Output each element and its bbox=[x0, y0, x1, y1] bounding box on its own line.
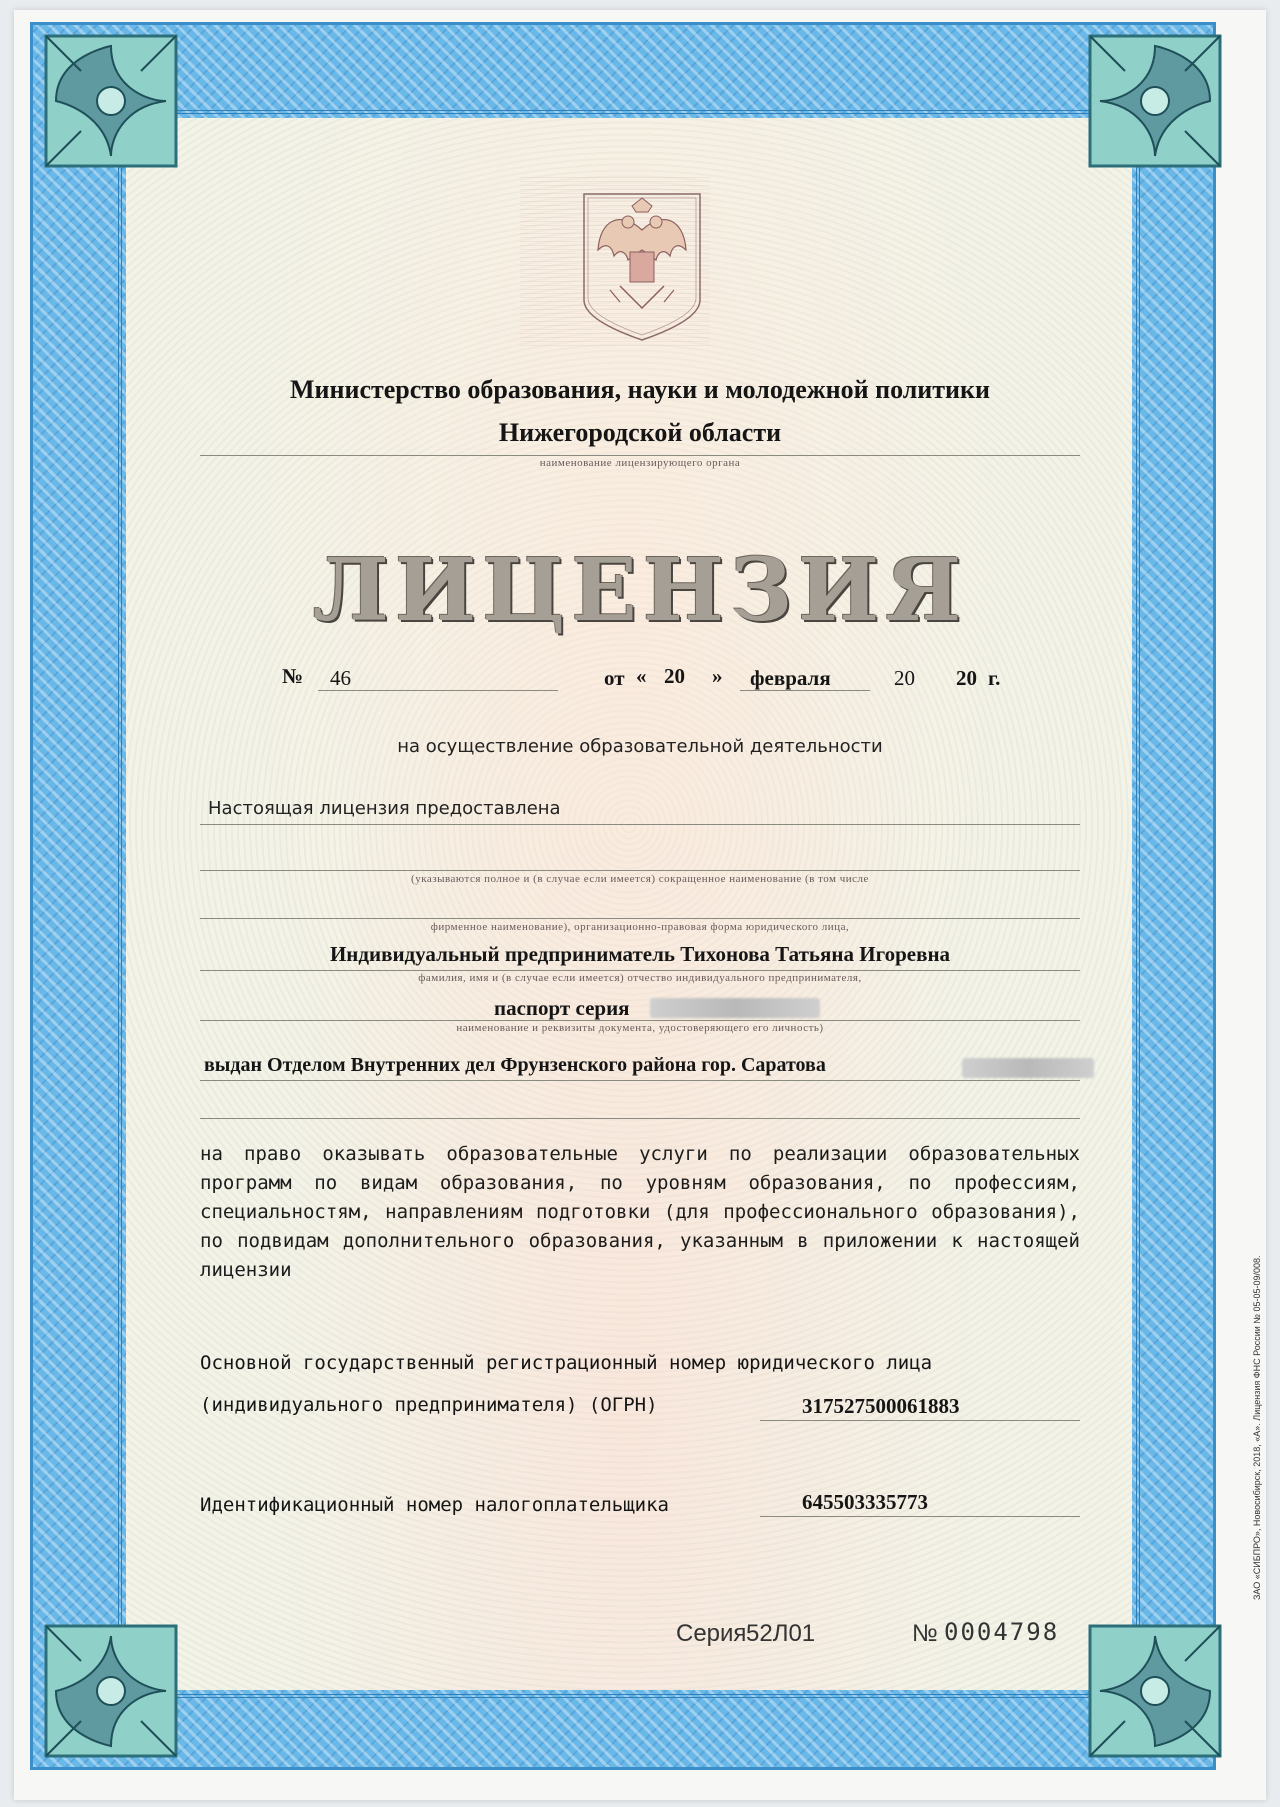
year-suffix: 20 bbox=[956, 666, 977, 690]
printer-imprint: ЗАО «СИБПРО», Новосибирск, 2018, «А». Лицензия ФНС России № 05-05-09/008. bbox=[1252, 1255, 1262, 1600]
granted-underline-3 bbox=[200, 918, 1080, 919]
year-unit: г. bbox=[988, 666, 1001, 690]
redacted-issue-date bbox=[962, 1058, 1094, 1078]
license-purpose: на осуществление образовательной деятельности bbox=[397, 736, 883, 757]
from-label: от bbox=[604, 666, 625, 690]
corner-ornament-icon bbox=[36, 26, 186, 176]
license-day: 20 bbox=[664, 664, 685, 688]
caption-line-2: фирменное наименование), организационно-правовая форма юридического лица, bbox=[430, 921, 850, 933]
authority-caption: наименование лицензирующего органа bbox=[539, 457, 741, 469]
issued-underline-2 bbox=[200, 1118, 1080, 1119]
caption-line-1: (указываются полное и (в случае если имеется) сокращенное наименование (в том числе bbox=[411, 873, 869, 885]
licensee-underline bbox=[200, 970, 1080, 971]
serial-number: 0004798 bbox=[944, 1618, 1060, 1646]
serial-number-label: № bbox=[912, 1620, 938, 1647]
caption-line-3: фамилия, имя и (в случае если имеется) отчество индивидуального предпринимателя, bbox=[418, 972, 862, 984]
authority-name-line2: Нижегородской области bbox=[498, 418, 782, 447]
rights-paragraph: на право оказывать образовательные услуги по реализации образовательных программ по видам образования, по уровням образования, по профессиям, специальностям, направлениям подготовки (для профессионального образования), по подвидам дополнительного образования, указанным в приложении к настоящей лицензии bbox=[200, 1143, 1080, 1281]
redacted-passport bbox=[650, 998, 820, 1018]
corner-ornament-icon bbox=[36, 1616, 186, 1766]
granted-underline-2 bbox=[200, 870, 1080, 871]
authority-name-line1: Министерство образования, науки и молодежной политики bbox=[289, 375, 991, 404]
inn-underline bbox=[760, 1516, 1080, 1517]
corner-ornament-icon bbox=[1080, 26, 1230, 176]
passport-underline bbox=[200, 1020, 1080, 1021]
ogrn-label-line1: Основной государственный регистрационный номер юридического лица bbox=[200, 1352, 933, 1374]
ogrn-value: 317527500061883 bbox=[802, 1394, 960, 1418]
license-month: февраля bbox=[750, 666, 831, 690]
number-label: № bbox=[282, 664, 304, 688]
series-value: 52Л01 bbox=[746, 1620, 816, 1647]
passport-label: паспорт серия bbox=[494, 996, 630, 1020]
emblem-panel bbox=[520, 176, 710, 346]
ogrn-underline bbox=[760, 1420, 1080, 1421]
document-body bbox=[126, 118, 1132, 1690]
caption-line-4: наименование и реквизиты документа, удостоверяющего его личность) bbox=[456, 1022, 824, 1034]
month-underline bbox=[740, 690, 870, 691]
corner-ornament-icon bbox=[1080, 1616, 1230, 1766]
issued-by: выдан Отделом Внутренних дел Фрунзенского района гор. Саратова bbox=[204, 1054, 826, 1076]
year-prefix: 20 bbox=[894, 666, 915, 690]
licensee-name: Индивидуальный предприниматель Тихонова Татьяна Игоревна bbox=[329, 942, 951, 966]
number-underline bbox=[318, 690, 558, 691]
granted-underline bbox=[200, 824, 1080, 825]
quote-open: « bbox=[636, 664, 647, 688]
inn-value: 645503335773 bbox=[802, 1490, 928, 1514]
quote-close: » bbox=[712, 664, 723, 688]
authority-underline bbox=[200, 455, 1080, 456]
license-number: 46 bbox=[330, 666, 351, 690]
license-title: ЛИЦЕНЗИЯ bbox=[312, 540, 968, 641]
issued-underline bbox=[200, 1080, 1080, 1081]
granted-label: Настоящая лицензия предоставлена bbox=[208, 798, 561, 819]
coat-of-arms-icon bbox=[580, 190, 704, 344]
series-label: Серия bbox=[676, 1620, 747, 1647]
ogrn-label-line2: (индивидуального предпринимателя) (ОГРН) bbox=[200, 1394, 658, 1416]
inn-label: Идентификационный номер налогоплательщика bbox=[200, 1494, 669, 1516]
